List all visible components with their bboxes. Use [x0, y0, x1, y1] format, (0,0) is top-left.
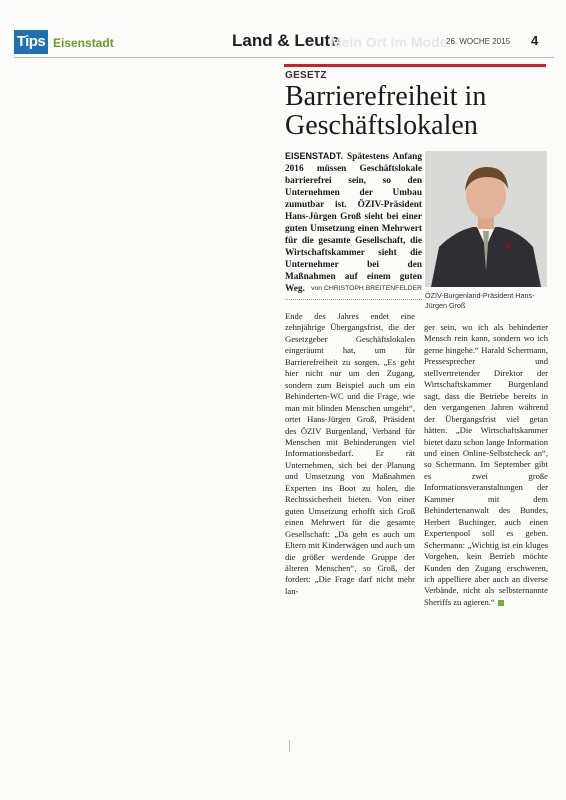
section-title: Land & Leute — [232, 31, 340, 50]
body-column-2-text: ger sein, wo ich als behinderter Mensch rein kann, sondern wo ich gerne hingehe.“ Harald Schermann, Pressesprecher und stellvertretender Direktor der Wirtschaftskammer Burgenland sagt, dass die Betriebe bereits in den vergangenen Jahren während der Übergangsfrist viel getan hätten. „Die Wirtschaftskammer bietet dazu schon lange Information und einen Online-Selbstcheck an“, so Schermann. Im September gibt es zwei große Informationsveranstaltungen der Kammer mit dem Behindertenanwalt des Bundes, Herbert Buchinger, auch einen Expertenpool soll es geben. Schermann: „Wichtig ist ein kluges Vorgehen, kein Betrieb möchte Kunden den Zugang erschweren, ich appelliere aber auch an diverse Verbände, nicht als selbsternannte Sheriffs zu agieren.“ — [424, 322, 548, 607]
caption-line-1: ÖZIV-Burgenland-Präsident Hans- — [425, 291, 535, 300]
page-number: 4 — [531, 33, 539, 48]
lead-dateline: EISENSTADT. — [285, 151, 343, 161]
headline-line-1: Barrierefreiheit in — [285, 81, 487, 112]
article-kicker: GESETZ — [285, 70, 327, 81]
byline-divider — [285, 299, 422, 300]
kicker-rule — [284, 64, 546, 67]
article-lead — [285, 150, 422, 295]
author-byline: von CHRISTOPH BREITENFELDER — [311, 285, 422, 292]
page-header — [14, 30, 554, 56]
portrait-image — [425, 151, 547, 287]
tips-logo: Tips — [14, 30, 48, 54]
caption-line-2: Jürgen Groß — [425, 300, 466, 310]
region-label: Eisenstadt — [53, 36, 114, 50]
lead-text: Spätestens Anfang 2016 müssen Geschäftslokale barrierefrei sein, so den Unternehmen der Umbau zumutbar ist. ÖZIV-Präsident Hans-Jürgen Groß sieht bei einer guten Umsetzung einen Mehrwert für die gesamte Gesellschaft, die Wirtschaftskammer sieht die Unternehmer bei den Maßnahmen auf einem guten Weg. — [285, 152, 422, 294]
body-column-1: Ende des Jahres endet eine zehnjährige Übergangsfrist, die der Gesetzgeber Geschäftslokalen eingeräumt hat, um für Barrierefreiheit zu sorgen. „Es geht hier nicht nur um den Zugang, sondern zum Beispiel auch um ein Behinderten-WC und die Frage, wie man mit blinden Menschen umgeht“, ortet Hans-Jürgen Groß, Präsident des ÖZIV Burgenland, Verband für Menschen mit Behinderungen viel Informationsbedarf. Er rät Unternehmen, sich bei der Planung und Umsetzung von Maßnahmen Experten ins Boot zu holen, die Rechtssicherheit bieten. Von einer guten Umsetzung erhofft sich Groß einen Mehrwert für die gesamte Gesellschaft: „Da geht es auch um Eltern mit Kinderwägen und auch um die größer werdende Gruppe der älteren Menschen“, so Groß, der fordert: „Die Frage darf nicht mehr lan- — [285, 311, 415, 596]
article-headline — [285, 82, 555, 140]
portrait-photo — [425, 151, 547, 287]
photo-caption — [425, 291, 549, 310]
issue-date: 26. WOCHE 2015 — [446, 37, 511, 46]
scan-mark — [289, 740, 290, 752]
header-rule — [14, 57, 554, 58]
end-mark-icon — [498, 600, 504, 606]
body-column-2 — [424, 322, 548, 608]
bleed-through-text: Mein Ort im Mode — [330, 34, 448, 50]
headline-line-2: Geschäftslokalen — [285, 110, 478, 141]
